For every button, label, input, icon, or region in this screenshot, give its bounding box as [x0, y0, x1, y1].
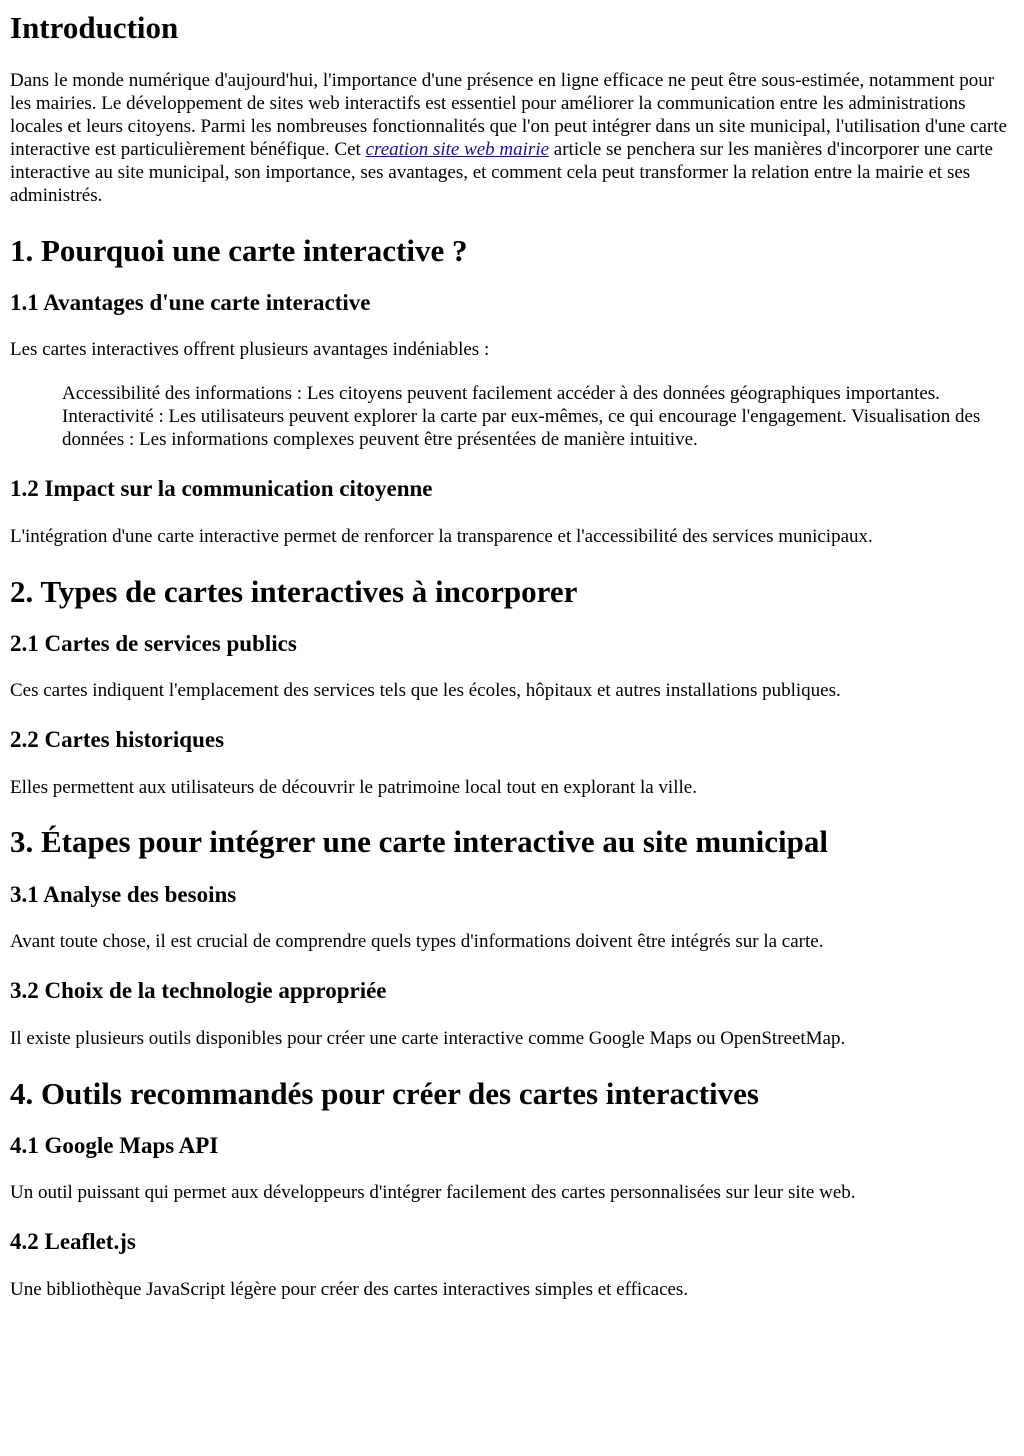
advantages-blockquote: Accessibilité des informations : Les citoyens peuvent facilement accéder à des données géographiques importantes. Interactivité : Les utilisateurs peuvent explorer la carte par eux-mêmes, ce qui encourage l'engagement. Visualisation des données : Les informations complexes peuvent être présentées de manière intuitive. — [62, 383, 981, 450]
section-3-1-heading: 3.1 Analyse des besoins — [10, 882, 237, 907]
section-4-1-heading: 4.1 Google Maps API — [10, 1133, 219, 1158]
section-4-2-heading: 4.2 Leaflet.js — [10, 1229, 136, 1254]
section-2-1-paragraph: Ces cartes indiquent l'emplacement des services tels que les écoles, hôpitaux et autres installations publiques. — [10, 680, 841, 701]
article — [0, 10, 1024, 1301]
intro-text-before-link: Dans le monde numérique d'aujourd'hui, l'importance d'une présence en ligne efficace ne peut être sous-estimée, notamment pour les mairies. Le développement de sites web interactifs est essentiel pour améliorer la communication entre les administrations locales et leurs citoyens. Parmi les nombreuses fonctionnalités que l'on peut intégrer dans un site municipal, l'utilisation d'une carte interactive est particulièrement bénéfique. Cet — [10, 70, 1007, 160]
section-4-heading: 4. Outils recommandés pour créer des cartes interactives — [10, 1076, 759, 1111]
intro-paragraph — [10, 69, 1014, 207]
section-4-2-paragraph: Une bibliothèque JavaScript légère pour créer des cartes interactives simples et efficaces. — [10, 1279, 689, 1300]
section-4-1-paragraph: Un outil puissant qui permet aux développeurs d'intégrer facilement des cartes personnalisées sur leur site web. — [10, 1182, 856, 1203]
section-1-heading: 1. Pourquoi une carte interactive ? — [10, 233, 468, 268]
section-2-1-heading: 2.1 Cartes de services publics — [10, 631, 297, 656]
section-3-1-paragraph: Avant toute chose, il est crucial de comprendre quels types d'informations doivent être intégrés sur la carte. — [10, 931, 824, 952]
section-3-2-heading: 3.2 Choix de la technologie appropriée — [10, 978, 387, 1003]
section-1-1-heading: 1.1 Avantages d'une carte interactive — [10, 290, 371, 315]
intro-heading: Introduction — [10, 10, 179, 45]
section-3-2-paragraph: Il existe plusieurs outils disponibles pour créer une carte interactive comme Google Maps ou OpenStreetMap. — [10, 1028, 846, 1049]
section-2-2-paragraph: Elles permettent aux utilisateurs de découvrir le patrimoine local tout en explorant la ville. — [10, 777, 697, 798]
section-3-heading: 3. Étapes pour intégrer une carte interactive au site municipal — [10, 824, 828, 859]
section-2-heading: 2. Types de cartes interactives à incorporer — [10, 574, 578, 609]
section-2-2-heading: 2.2 Cartes historiques — [10, 727, 225, 752]
creation-site-web-mairie-link[interactable]: creation site web mairie — [365, 139, 550, 160]
section-1-2-heading: 1.2 Impact sur la communication citoyenne — [10, 476, 433, 501]
section-1-2-paragraph: L'intégration d'une carte interactive permet de renforcer la transparence et l'accessibilité des services municipaux. — [10, 526, 873, 547]
intro-text-after-link: article se penchera sur les manières d'incorporer une carte interactive au site municipal, son importance, ses avantages, et comment cela peut transformer la relation entre la mairie et ses administrés. — [10, 139, 993, 206]
section-1-1-paragraph: Les cartes interactives offrent plusieurs avantages indéniables : — [10, 339, 490, 360]
